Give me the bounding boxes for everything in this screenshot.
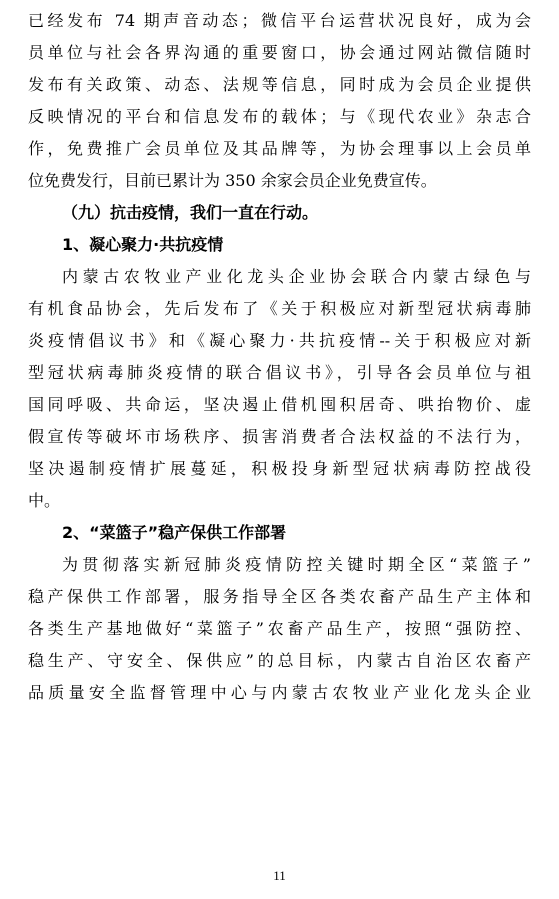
text-line: 中。 [28,491,61,510]
text-line: 型冠状病毒肺炎疫情的联合倡议书》，引导各会员单位与祖 [28,363,531,382]
text-line: 作，免费推广会员单位及其品牌等，为协会理事以上会员单 [28,139,531,158]
text-line: 假宣传等破坏市场秩序、损害消费者合法权益的不法行为， [28,427,531,446]
text-line: 已经发布 74 期声音动态；微信平台运营状况良好，成为会 [28,11,531,30]
text-line: 有机食品协会，先后发布了《关于积极应对新型冠状病毒肺 [28,299,531,318]
subsection-heading: 1、凝心聚力·共抗疫情 [62,235,224,254]
text-line: 坚决遏制疫情扩展蔓延，积极投身新型冠状病毒防控战役 [28,459,531,478]
text-line: 为贯彻落实新冠肺炎疫情防控关键时期全区“菜篮子” [62,555,531,574]
subsection-heading: 2、“菜篮子”稳产保供工作部署 [62,523,287,542]
text-line: 国同呼吸、共命运，坚决遏止借机囤积居奇、哄抬物价、虚 [28,395,531,414]
text-line: 内蒙古农牧业产业化龙头企业协会联合内蒙古绿色与 [62,267,531,286]
paragraph-publicity [28,5,531,197]
document-body [28,5,531,709]
paragraph-vegetable-basket [28,549,531,709]
paragraph-epidemic-initiative [28,261,531,517]
page-number: 11 [273,868,286,883]
section-heading: （九）抗击疫情，我们一直在行动。 [62,203,319,222]
text-line: 位免费发行，目前已累计为 350 余家会员企业免费宣传。 [28,171,437,190]
text-line: 稳生产、守安全、保供应”的总目标，内蒙古自治区农畜产 [28,651,531,670]
text-line: 各类生产基地做好“菜篮子”农畜产品生产，按照“强防控、 [28,619,531,638]
text-line: 稳产保供工作部署，服务指导全区各类农畜产品生产主体和 [28,587,531,606]
text-line: 炎疫情倡议书》和《凝心聚力·共抗疫情--关于积极应对新 [28,331,531,350]
text-line: 员单位与社会各界沟通的重要窗口，协会通过网站微信随时 [28,43,531,62]
text-line: 品质量安全监督管理中心与内蒙古农牧业产业化龙头企业 [28,683,531,702]
text-line: 反映情况的平台和信息发布的载体；与《现代农业》杂志合 [28,107,531,126]
text-line: 发布有关政策、动态、法规等信息，同时成为会员企业提供 [28,75,531,94]
